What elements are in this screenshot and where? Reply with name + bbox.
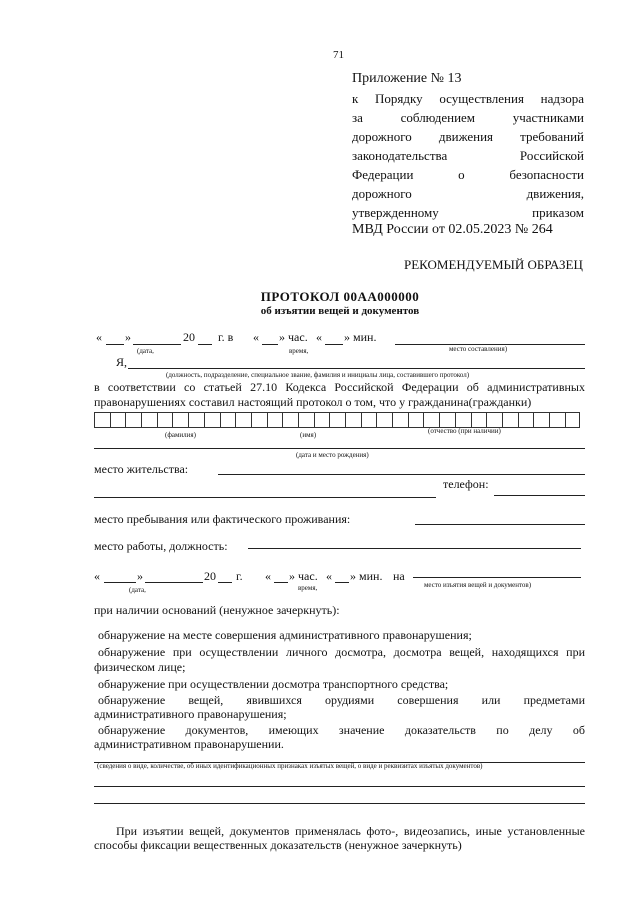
phone-field[interactable] <box>494 495 585 496</box>
officer-caption: (должность, подразделение, специальное звание, фамилия и инициалы лица, составившего протокол) <box>166 371 470 379</box>
ground-item-cont: физическом лице; <box>94 660 186 674</box>
work-label: место работы, должность: <box>94 539 228 553</box>
items-field-3[interactable] <box>94 803 585 804</box>
hour-open: « <box>253 330 259 344</box>
quote-open: « <box>96 330 102 344</box>
appendix-line: за соблюдением участниками <box>352 110 584 125</box>
protocol-subtitle: об изъятии вещей и документов <box>260 305 420 317</box>
hour-open: « <box>265 569 271 583</box>
seizure-year-field[interactable] <box>218 582 232 583</box>
ground-item: обнаружение при осуществлении личного досмотра, досмотра вещей, находящихся при <box>98 645 585 659</box>
caption-surname: (фамилия) <box>165 431 196 439</box>
ground-item-cont: административного правонарушения; <box>94 707 287 721</box>
final-line: При изъятии вещей, документов применялась фото-, видеозапись, иные установленные <box>116 824 585 838</box>
appendix-line: дорожного движения требований <box>352 129 584 144</box>
intro-line: в соответствии со статьей 27.10 Кодекса Российской Федерации об административных <box>94 380 585 394</box>
work-field[interactable] <box>248 548 581 549</box>
appendix-last-line: МВД России от 02.05.2023 № 264 <box>352 222 553 237</box>
name-boxes[interactable] <box>94 412 580 428</box>
year-field[interactable] <box>198 344 212 345</box>
min-close: » мин. <box>344 330 377 344</box>
appendix-line: законодательства Российской <box>352 148 584 163</box>
protocol-title: ПРОТОКОЛ 00АА000000 <box>260 289 420 304</box>
phone-label: телефон: <box>443 477 489 491</box>
birth-caption: (дата и место рождения) <box>296 451 369 459</box>
quote-open: « <box>94 569 100 583</box>
intro-line: правонарушениях составил настоящий протокол о том, что у гражданина(гражданки) <box>94 395 532 409</box>
residence-field[interactable] <box>218 474 585 475</box>
caption-time: время, <box>289 347 309 355</box>
sample-label: РЕКОМЕНДУЕМЫЙ ОБРАЗЕЦ <box>404 257 583 272</box>
seizure-month-field[interactable] <box>145 582 203 583</box>
quote-close: » <box>125 330 131 344</box>
year-suffix: г. в <box>218 330 234 344</box>
seizure-place-field[interactable] <box>413 577 581 578</box>
grounds-intro: при наличии оснований (ненужное зачеркнуть): <box>94 603 340 617</box>
ground-item: обнаружение документов, имеющих значение доказательств по делу об <box>98 723 585 737</box>
min-close: » мин. <box>350 569 383 583</box>
appendix-line: к Порядку осуществления надзора <box>352 91 584 106</box>
day-field[interactable] <box>106 344 124 345</box>
hour-close: » час. <box>279 330 308 344</box>
items-caption: (сведения о виде, количестве, об иных идентификационных признаках изъятых вещей, о виде и реквизитах изъятых документов) <box>97 762 483 770</box>
appendix-title: Приложение № 13 <box>352 71 462 86</box>
stay-field[interactable] <box>415 524 585 525</box>
caption-place: место изъятия вещей и документов) <box>424 581 532 589</box>
ground-item: обнаружение вещей, явившихся орудиями совершения или предметами <box>98 693 585 707</box>
caption-date: (дата, <box>129 586 146 594</box>
appendix-line: утвержденному приказом <box>352 205 584 220</box>
year-prefix: 20 <box>204 569 216 583</box>
seizure-day-field[interactable] <box>104 582 136 583</box>
ground-item: обнаружение при осуществлении досмотра транспортного средства; <box>98 677 449 691</box>
on-label: на <box>393 569 405 583</box>
officer-field[interactable] <box>128 368 585 369</box>
residence-field-2[interactable] <box>94 497 436 498</box>
page-number: 71 <box>333 49 344 61</box>
final-line: способы фиксации вещественных доказательств (ненужное зачеркнуть) <box>94 838 462 852</box>
caption-date: (дата, <box>137 347 154 355</box>
hour-field[interactable] <box>262 344 278 345</box>
seizure-hour-field[interactable] <box>274 582 288 583</box>
appendix-line: дорожного движения, <box>352 186 584 201</box>
caption-patronymic: (отчество (при наличии) <box>428 427 501 435</box>
birth-field[interactable] <box>94 448 585 449</box>
items-field-2[interactable] <box>94 786 585 787</box>
caption-place: место составления) <box>449 345 508 353</box>
min-open: « <box>316 330 322 344</box>
minute-field[interactable] <box>325 344 343 345</box>
year-prefix: 20 <box>183 330 195 344</box>
ground-item-cont: административном правонарушении. <box>94 737 284 751</box>
month-field[interactable] <box>133 344 181 345</box>
ground-item: обнаружение на месте совершения административного правонарушения; <box>98 628 472 642</box>
residence-label: место жительства: <box>94 462 189 476</box>
appendix-line: Федерации о безопасности <box>352 167 584 182</box>
year-suffix: г. <box>236 569 243 583</box>
hour-close: » час. <box>289 569 318 583</box>
seizure-minute-field[interactable] <box>335 582 349 583</box>
stay-label: место пребывания или фактического проживания: <box>94 512 351 526</box>
i-label: Я, <box>116 355 128 369</box>
caption-time: время, <box>298 584 318 592</box>
caption-name: (имя) <box>300 431 317 439</box>
min-open: « <box>326 569 332 583</box>
quote-close: » <box>137 569 143 583</box>
